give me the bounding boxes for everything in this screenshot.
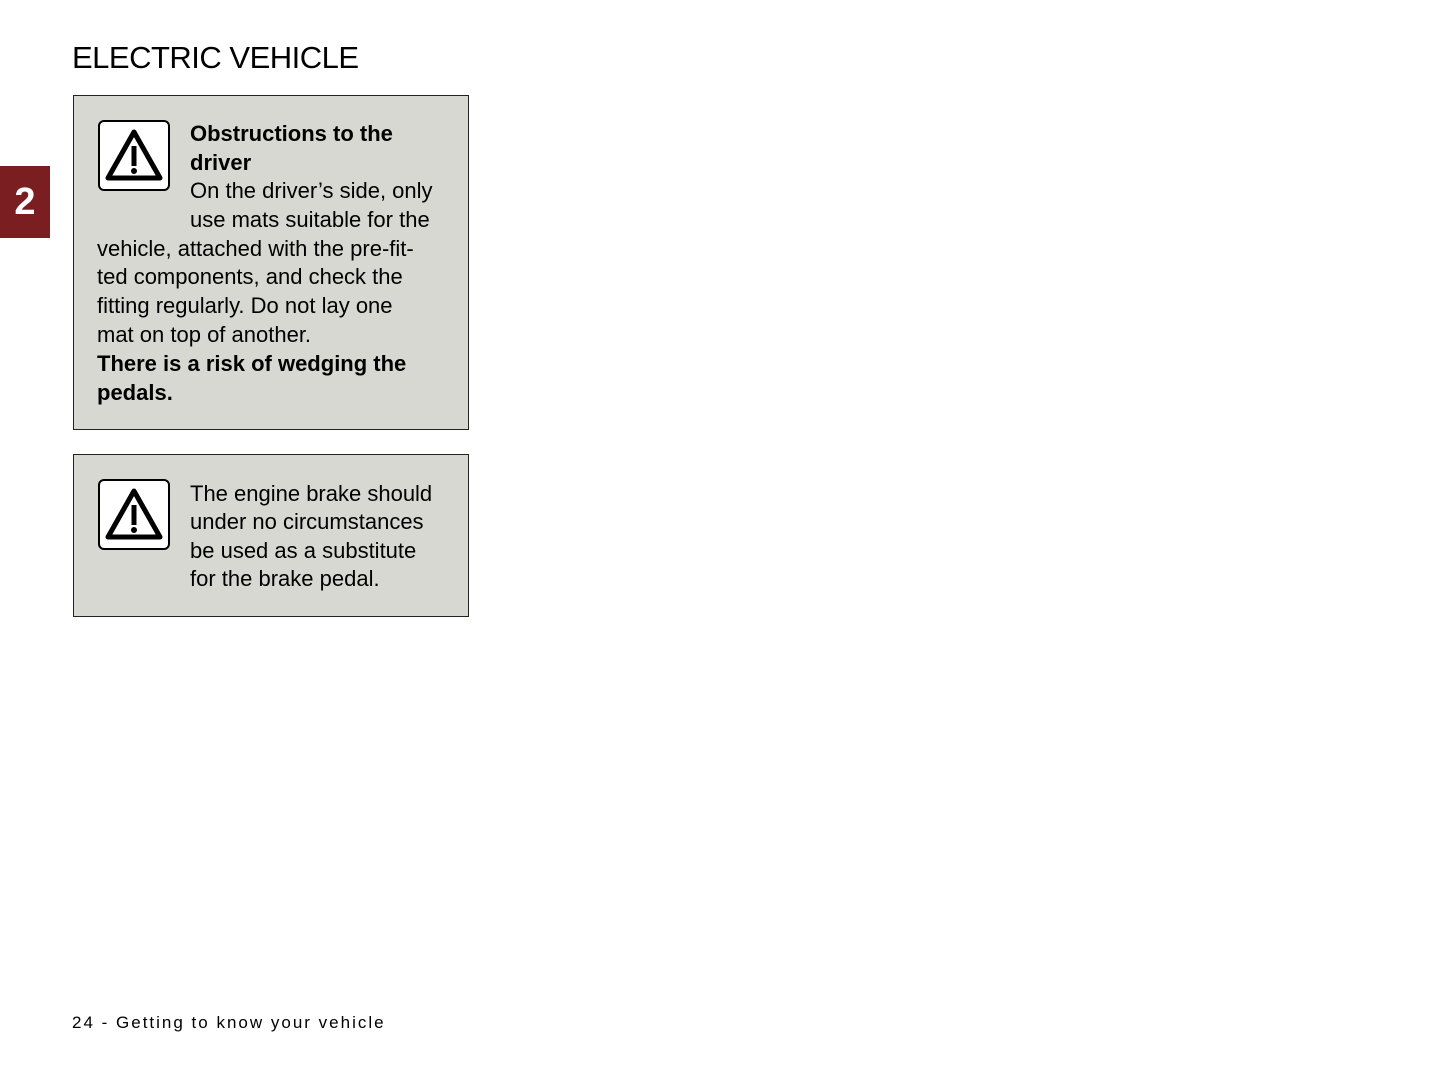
warning-box-engine-brake (73, 454, 469, 617)
page-footer: 24 - Getting to know your vehicle (72, 1013, 386, 1032)
warning-text-line: under no circumstances (190, 509, 424, 534)
page-title: ELECTRIC VEHICLE (72, 40, 359, 75)
warning-text-line: driver (190, 150, 252, 175)
warning-text-line: ted components, and check the (97, 264, 403, 289)
warning-text-line: be used as a substitute (190, 538, 417, 563)
warning-text-line: The engine brake should (190, 481, 433, 506)
warning-text-line: On the driver’s side, only (190, 178, 433, 203)
warning-text-line: mat on top of another. (97, 322, 312, 347)
warning-text-line: vehicle, attached with the pre-fit- (97, 236, 414, 261)
warning-triangle-icon (98, 120, 170, 191)
warning-text-line: fitting regularly. Do not lay one (97, 293, 393, 318)
warning-text-line: Obstructions to the (190, 121, 393, 146)
warning-text-line: use mats suitable for the (190, 207, 430, 232)
chapter-tab: 2 (0, 166, 50, 238)
warning-box-obstructions (73, 95, 469, 430)
warning-text-line: There is a risk of wedging the (97, 351, 407, 376)
warning-text-line: for the brake pedal. (190, 566, 380, 591)
warning-text-line: pedals. (97, 380, 173, 405)
warning-triangle-icon (98, 479, 170, 550)
